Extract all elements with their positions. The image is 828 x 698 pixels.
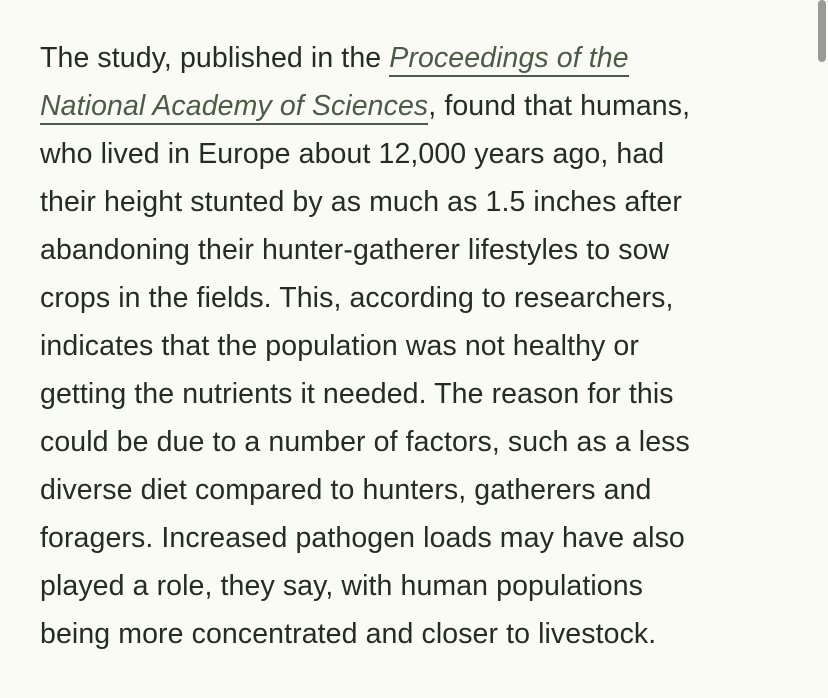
paragraph-line: played a role, they say, with human populations xyxy=(40,570,644,602)
article-paragraph xyxy=(40,34,775,658)
scrollbar-thumb[interactable] xyxy=(818,0,826,62)
paragraph-line: could be due to a number of factors, such as a less xyxy=(40,426,690,458)
paragraph-line: being more concentrated and closer to livestock. xyxy=(40,618,657,650)
paragraph-line: their height stunted by as much as 1.5 inches after xyxy=(40,186,682,218)
paragraph-line: indicates that the population was not healthy or xyxy=(40,330,639,362)
vertical-scrollbar[interactable] xyxy=(816,0,828,698)
paragraph-line xyxy=(40,34,775,82)
intro-text: The study, published in the xyxy=(40,42,390,74)
paragraph-line: abandoning their hunter-gatherer lifestyles to sow xyxy=(40,234,670,266)
paragraph-line: diverse diet compared to hunters, gatherers and xyxy=(40,474,652,506)
paragraph-line: crops in the fields. This, according to researchers, xyxy=(40,282,674,314)
paragraph-line: foragers. Increased pathogen loads may have also xyxy=(40,522,685,554)
source-link[interactable]: Proceedings of the xyxy=(389,42,628,77)
paragraph-line: who lived in Europe about 12,000 years ago, had xyxy=(40,138,665,170)
source-link-continued[interactable]: National Academy of Sciences xyxy=(40,90,428,125)
after-link-text: , found that humans, xyxy=(428,90,691,122)
paragraph-line: getting the nutrients it needed. The reason for this xyxy=(40,378,674,410)
paragraph-line xyxy=(40,82,775,130)
